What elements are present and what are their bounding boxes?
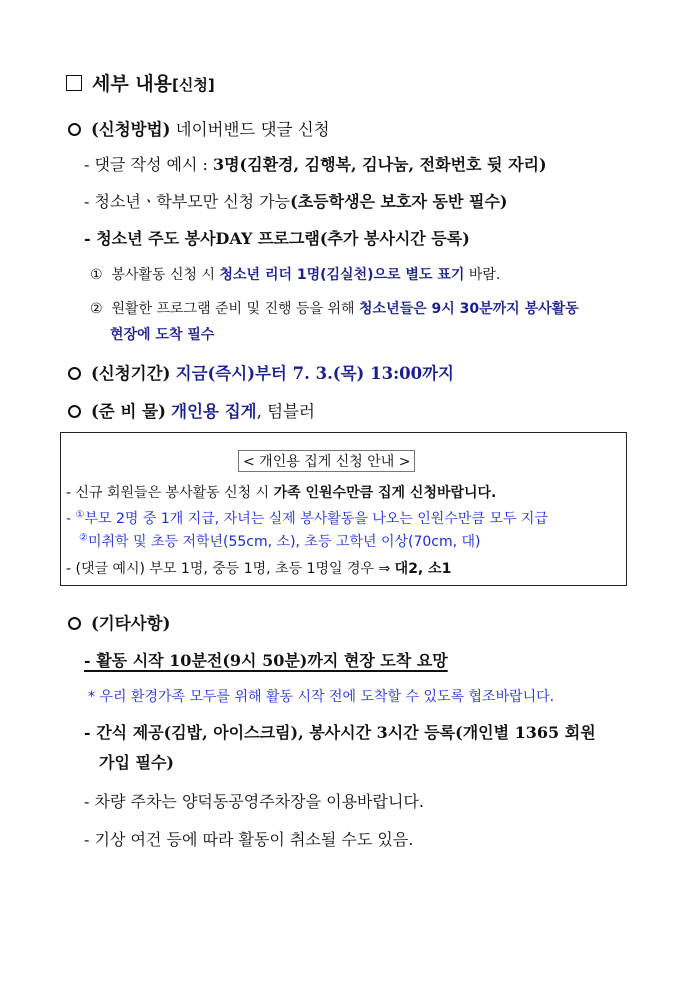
- circle-bullet-icon: [68, 123, 81, 136]
- program-item-2-b: 청소년들은 9시 30분까지 봉사활동: [359, 301, 579, 317]
- other-item-4: - 기상 여건 등에 따라 활동이 취소될 수도 있음.: [84, 830, 414, 849]
- other-note: * 우리 환경가족 모두를 위해 활동 시작 전에 도착할 수 있도록 협조바랍니다.: [88, 689, 555, 705]
- apply-period-row: [68, 360, 454, 384]
- circle-bullet-icon: [68, 367, 81, 380]
- comment-example-label: - 댓글 작성 예시 :: [84, 155, 213, 174]
- program-item-2-num: ②: [90, 301, 103, 317]
- notice-line-1: [66, 482, 496, 502]
- program-item-1-b: 청소년 리더 1명(김실천)으로 별도 표기: [219, 267, 465, 283]
- program-item-2-a: 원활한 프로그램 준비 및 진행 등을 위해: [111, 301, 360, 317]
- supplies-value-bold: 개인용 집게: [171, 402, 257, 421]
- notice-line-4-a: - (댓글 예시) 부모 1명, 중등 1명, 초등 1명일 경우 ⇒: [66, 561, 395, 577]
- apply-method-row: [68, 116, 330, 140]
- other-label: (기타사항): [91, 614, 171, 633]
- other-row: [68, 610, 170, 634]
- circle-bullet-icon: [68, 405, 81, 418]
- youth-program-title: - 청소년 주도 봉사DAY 프로그램(추가 봉사시간 등록): [84, 229, 470, 248]
- youth-only-prefix: - 청소년ㆍ학부모만 신청 가능: [84, 192, 291, 211]
- supplies-label: (준 비 물): [91, 402, 166, 421]
- youth-only-suffix: (초등학생은 보호자 동반 필수): [290, 192, 508, 211]
- program-item-2-c: 현장에 도착 필수: [110, 327, 215, 343]
- notice-title: < 개인용 집게 신청 안내 >: [238, 450, 415, 472]
- section-title: [66, 69, 215, 96]
- program-item-1-c: 바람.: [464, 267, 501, 283]
- program-item-1-num: ①: [90, 267, 103, 283]
- circle-bullet-icon: [68, 617, 81, 630]
- notice-line-3-text: 미취학 및 초등 저학년(55cm, 소), 초등 고학년 이상(70cm, 대): [87, 534, 481, 550]
- notice-line-2-text: 부모 2명 중 1개 지급, 자녀는 실제 봉사활동을 나오는 인원수만큼 모두 지급: [84, 511, 548, 527]
- other-item-2a: - 간식 제공(김밥, 아이스크림), 봉사시간 3시간 등록(개인별 1365 회원: [84, 723, 596, 742]
- notice-line-2: [66, 508, 548, 528]
- youth-only-row: [84, 189, 507, 212]
- notice-line-2-sup: ①: [75, 509, 85, 521]
- notice-line-3-sup: ②: [79, 532, 88, 544]
- apply-method-value: 네이버밴드 댓글 신청: [175, 120, 330, 139]
- notice-line-2-dash: -: [66, 511, 72, 527]
- program-item-1: [90, 264, 500, 284]
- supplies-value-rest: , 텀블러: [256, 402, 315, 421]
- apply-period-label: (신청기간): [91, 364, 171, 383]
- other-item-3: - 차량 주차는 양덕동공영주차장을 이용바랍니다.: [84, 792, 424, 811]
- notice-line-4-b: 대2, 소1: [394, 561, 452, 577]
- comment-example-row: [84, 152, 547, 175]
- other-item-2b: 가입 필수): [99, 753, 174, 772]
- program-item-2: [90, 298, 579, 318]
- notice-line-3: [79, 531, 481, 551]
- checkbox-square-icon: [66, 75, 82, 91]
- comment-example-value: 3명(김환경, 김행복, 김나눔, 전화번호 뒷 자리): [212, 155, 547, 174]
- program-item-1-a: 봉사활동 신청 시: [111, 267, 220, 283]
- apply-period-value: 지금(즉시)부터 7. 3.(목) 13:00까지: [175, 364, 455, 383]
- apply-method-label: (신청방법): [91, 120, 171, 139]
- notice-line-4: [66, 558, 451, 578]
- supplies-row: [68, 398, 315, 422]
- section-title-main: 세부 내용: [92, 73, 173, 95]
- notice-line-1-b: 가족 인원수만큼 집게 신청바랍니다.: [273, 485, 497, 501]
- other-item-1: - 활동 시작 10분전(9시 50분)까지 현장 도착 요망: [84, 651, 448, 670]
- notice-line-1-a: - 신규 회원들은 봉사활동 신청 시: [66, 485, 274, 501]
- section-title-sub: [신청]: [172, 76, 215, 94]
